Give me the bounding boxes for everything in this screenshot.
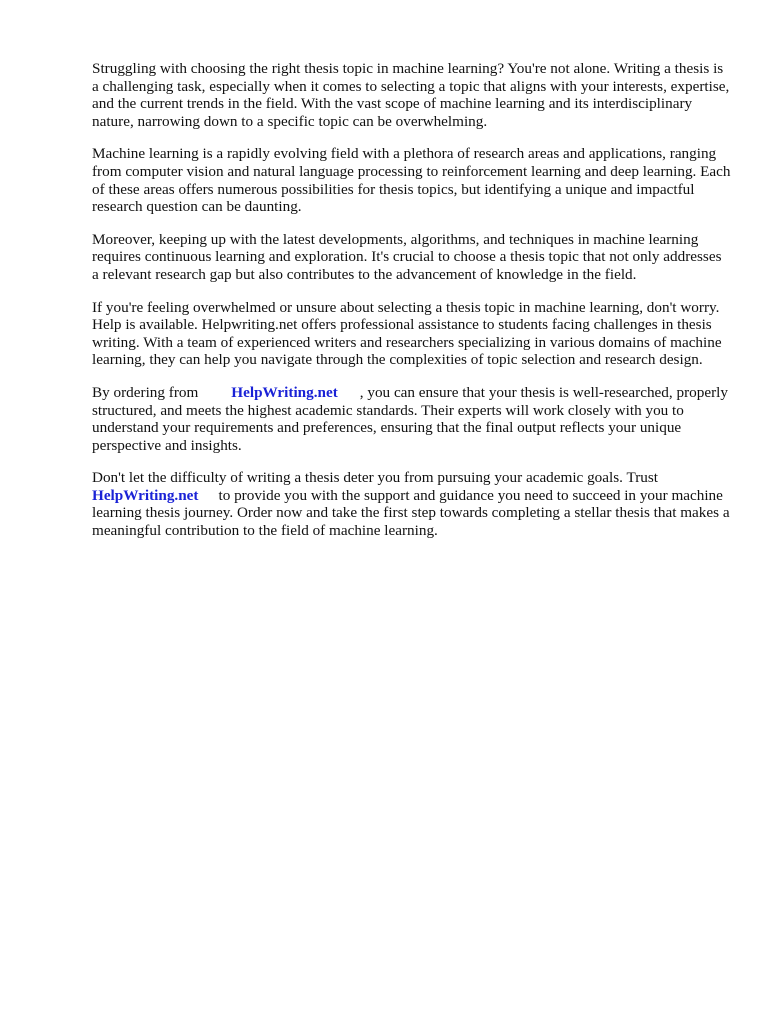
ordering-text-before: By ordering from <box>92 383 199 401</box>
paragraph-keeping-up: Moreover, keeping up with the latest developments, algorithms, and techniques in machine learning requires continuous learning and exploration. It's crucial to choose a thesis topic that not only addresses a relevant research gap but also contributes to the advancement of knowledge in the field. <box>92 230 722 283</box>
paragraph-field-overview: Machine learning is a rapidly evolving field with a plethora of research areas and applications, ranging from computer vision and natural language processing to reinforcement learning and deep learning. Each of these areas offers numerous possibilities for thesis topics, but identifying a unique and impactful research question can be daunting. <box>92 145 731 216</box>
paragraph-help-available: If you're feeling overwhelmed or unsure about selecting a thesis topic in machine learning, don't worry. Help is available. Helpwriting.net offers professional assistance to students facing challenges in thesis writing. With a team of experienced writers and researchers specializing in various domains of machine learning, they can help you navigate through the complexities of topic selection and research design. <box>92 298 722 369</box>
helpwriting-link[interactable]: HelpWriting.net <box>231 383 338 401</box>
closing-text-before: Don't let the difficulty of writing a thesis deter you from pursuing your academic goals. Trust <box>92 469 658 487</box>
document-body <box>92 60 732 555</box>
helpwriting-link-closing[interactable]: HelpWriting.net <box>92 486 199 504</box>
closing-text-after: to provide you with the support and guidance you need to succeed in your machine learning thesis journey. Order now and take the first step towards completing a stellar thesis that makes a meaningful contribution to the field of machine learning. <box>92 486 730 540</box>
paragraph-closing <box>92 469 732 539</box>
paragraph-intro: Struggling with choosing the right thesis topic in machine learning? You're not alone. Writing a thesis is a challenging task, especially when it comes to selecting a topic that aligns with your interests, expertise, and the current trends in the field. With the vast scope of machine learning and its interdisciplinary nature, narrowing down to a specific topic can be overwhelming. <box>92 60 730 130</box>
paragraph-ordering <box>92 384 732 454</box>
ordering-text-after: , you can ensure that your thesis is well-researched, properly structured, and meets the highest academic standards. Their experts will work closely with you to understand your requirements and preferences, ensuring that the final output reflects your unique perspective and insights. <box>92 383 728 454</box>
